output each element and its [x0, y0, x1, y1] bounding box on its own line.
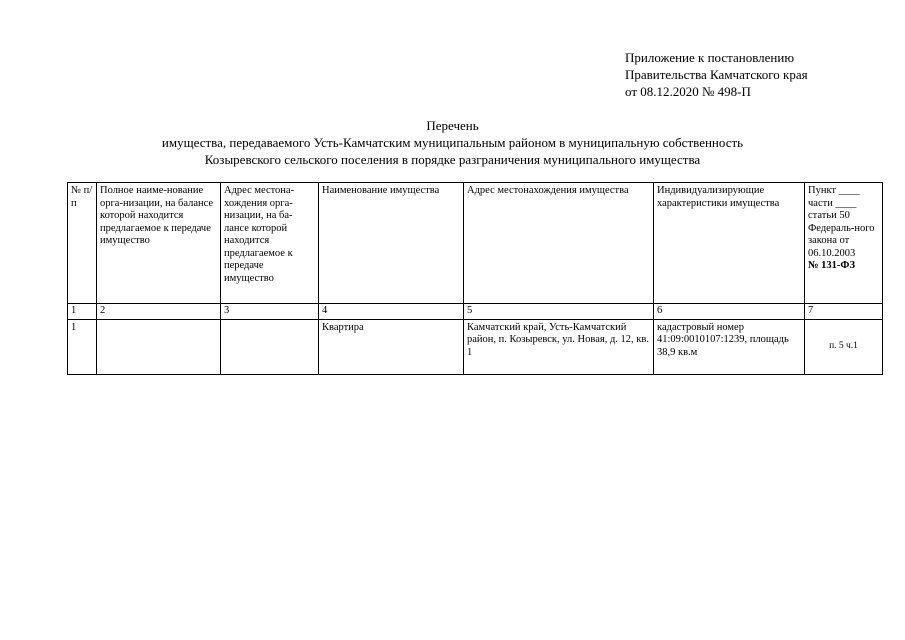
header-clause-text: Пункт ____ части ____ статьи 50 Федераль-ного закона от 06.10.2003 [808, 185, 875, 259]
column-number: 7 [805, 304, 883, 320]
header-name: Наименование имущества [319, 183, 464, 304]
property-table [67, 182, 883, 375]
title-line-1: Перечень [426, 118, 479, 133]
document-title [0, 117, 905, 168]
appendix-line-2: Правительства Камчатского края [625, 67, 808, 82]
appendix-note [625, 49, 808, 100]
cell-num: 1 [68, 319, 97, 374]
table-row [68, 319, 883, 374]
header-holder: Полное наиме-нование орга-низации, на балансе которой находится предлагаемое к передаче имущество [97, 183, 221, 304]
cell-name: Квартира [319, 319, 464, 374]
column-number: 6 [654, 304, 805, 320]
appendix-line-1: Приложение к постановлению [625, 50, 795, 65]
header-clause [805, 183, 883, 304]
title-line-3: Козыревского сельского поселения в порядке разграничения муниципального имущества [204, 152, 701, 167]
header-address: Адрес местонахождения имущества [464, 183, 654, 304]
column-number: 4 [319, 304, 464, 320]
cell-address: Камчатский край, Усть-Камчатский район, п. Козыревск, ул. Новая, д. 12, кв. 1 [464, 319, 654, 374]
column-number-row [68, 304, 883, 320]
header-characteristics: Индивидуализирующие характеристики имущества [654, 183, 805, 304]
header-clause-law: № 131-ФЗ [808, 260, 855, 271]
column-number: 5 [464, 304, 654, 320]
column-number: 1 [68, 304, 97, 320]
title-line-2: имущества, передаваемого Усть-Камчатским муниципальным районом в муниципальную собственность [161, 135, 744, 150]
column-number: 2 [97, 304, 221, 320]
appendix-line-3: от 08.12.2020 № 498-П [625, 84, 751, 99]
column-number: 3 [221, 304, 319, 320]
cell-characteristics: кадастровый номер 41:09:0010107:1239, площадь 38,9 кв.м [654, 319, 805, 374]
cell-clause: п. 5 ч.1 [805, 319, 883, 374]
cell-holder-address [221, 319, 319, 374]
header-num: № п/п [68, 183, 97, 304]
header-holder-address: Адрес местона-хождения орга-низации, на ба-лансе которой находится предлагаемое к передаче имущество [221, 183, 319, 304]
table-header-row [68, 183, 883, 304]
cell-holder [97, 319, 221, 374]
